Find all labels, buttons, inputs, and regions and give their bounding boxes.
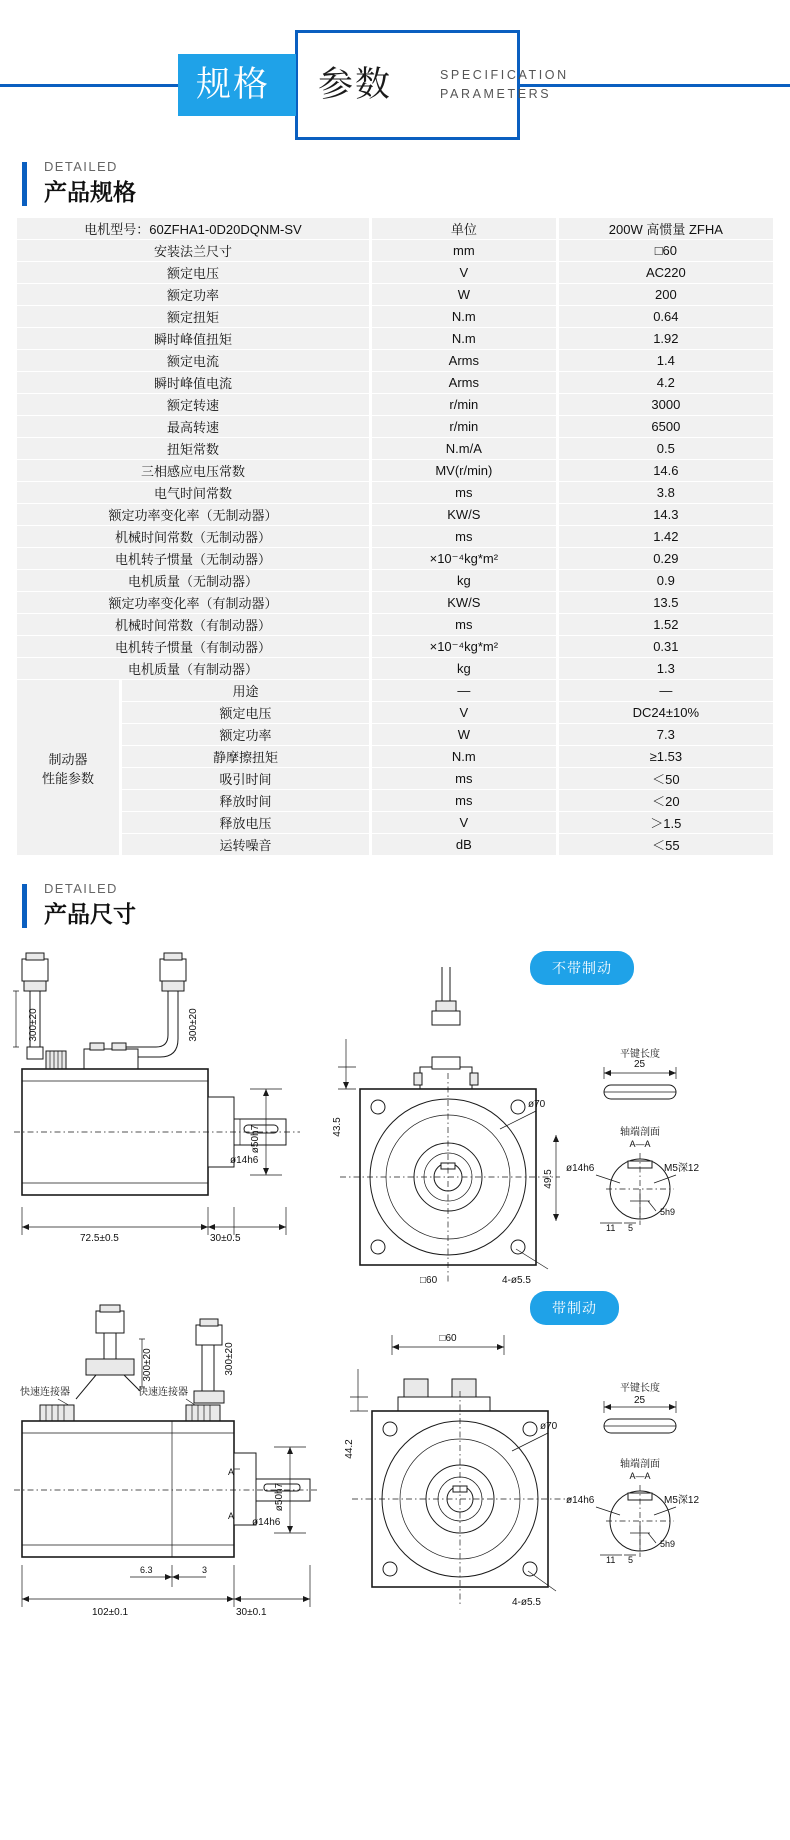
table-row bbox=[17, 284, 773, 305]
label-brake-shaft-dia: ø14h6 bbox=[252, 1517, 281, 1528]
label-dia70: ø70 bbox=[528, 1099, 546, 1110]
label-keyway-h9: 5h9 bbox=[660, 1207, 676, 1217]
label-lead-length-1: 300±20 bbox=[28, 1008, 39, 1042]
label-body-length: 72.5±0.5 bbox=[80, 1233, 119, 1244]
row-unit: r/min bbox=[372, 416, 556, 437]
row-unit: mm bbox=[372, 240, 556, 261]
label-section-mark-a2: A bbox=[228, 1511, 235, 1521]
label-brake-square-60: □60 bbox=[439, 1333, 457, 1344]
table-row bbox=[17, 416, 773, 437]
table-row-brake bbox=[17, 812, 773, 833]
label-section-title: 轴端剖面 bbox=[620, 1127, 660, 1138]
label-section-mark-a: A bbox=[228, 1467, 235, 1477]
row-unit: Arms bbox=[372, 372, 556, 393]
row-value: ＞1.5 bbox=[559, 812, 773, 833]
row-value: 13.5 bbox=[559, 592, 773, 613]
row-unit: dB bbox=[372, 834, 556, 855]
row-name: 电机转子惯量（无制动器） bbox=[17, 548, 369, 569]
label-front-height: 43.5 bbox=[332, 1117, 343, 1137]
row-name: 机械时间常数（有制动器） bbox=[17, 614, 369, 635]
row-unit: W bbox=[372, 284, 556, 305]
row-name: 额定转速 bbox=[17, 394, 369, 415]
badge-no-brake: 不带制动 bbox=[530, 951, 634, 985]
specification-table-wrapper bbox=[0, 217, 790, 856]
dimension-drawing-canvas bbox=[0, 939, 790, 1629]
table-row bbox=[17, 504, 773, 525]
brake-group-label-line1: 制动器 bbox=[48, 751, 88, 767]
row-name: 吸引时间 bbox=[122, 768, 369, 789]
row-name: 扭矩常数 bbox=[17, 438, 369, 459]
table-row bbox=[17, 526, 773, 547]
spec-sheet-page bbox=[0, 10, 790, 1629]
row-unit: ×10⁻⁴kg*m² bbox=[372, 548, 556, 569]
row-name: 运转噪音 bbox=[122, 834, 369, 855]
label-brake-keyway-h9: 5h9 bbox=[660, 1539, 676, 1549]
row-unit: N.m bbox=[372, 306, 556, 327]
table-row bbox=[17, 592, 773, 613]
row-unit: KW/S bbox=[372, 504, 556, 525]
banner-title-cn-right: 参数 bbox=[318, 65, 393, 104]
banner-title-cn-left: 规格 bbox=[196, 65, 271, 104]
header-unit: 单位 bbox=[372, 218, 556, 239]
label-section-sub: A—A bbox=[629, 1139, 651, 1149]
drawing-brake-key-detail bbox=[566, 1381, 699, 1565]
row-unit: N.m bbox=[372, 328, 556, 349]
row-unit: ms bbox=[372, 526, 556, 547]
header-value: 200W 高惯量 ZFHA bbox=[559, 218, 773, 239]
row-value: 14.6 bbox=[559, 460, 773, 481]
row-value: ≥1.53 bbox=[559, 746, 773, 767]
row-name: 最高转速 bbox=[17, 416, 369, 437]
label-brake-body-length: 102±0.1 bbox=[92, 1607, 129, 1618]
label-brake-front-height: 44.2 bbox=[344, 1439, 355, 1459]
row-name: 额定功率变化率（有制动器） bbox=[17, 592, 369, 613]
row-unit: ms bbox=[372, 482, 556, 503]
row-name: 电机质量（有制动器） bbox=[17, 658, 369, 679]
drawing-nobrake-side-view bbox=[13, 953, 300, 1244]
row-value: 7.3 bbox=[559, 724, 773, 745]
label-connector-left: 快速连接器 bbox=[20, 1387, 70, 1398]
drawing-brake-side-view bbox=[14, 1305, 320, 1618]
row-name: 额定功率变化率（无制动器） bbox=[17, 504, 369, 525]
table-header-row bbox=[17, 218, 773, 239]
row-value: AC220 bbox=[559, 262, 773, 283]
label-key-length: 25 bbox=[634, 1059, 646, 1070]
label-dim-495: 49.5 bbox=[543, 1169, 554, 1189]
banner-title-en-line2: PARAMETERS bbox=[440, 87, 552, 101]
label-brake-thread: M5深12 bbox=[664, 1495, 700, 1506]
table-row bbox=[17, 614, 773, 635]
table-row-brake bbox=[17, 834, 773, 855]
table-row-brake bbox=[17, 702, 773, 723]
label-key-title: 平键长度 bbox=[620, 1049, 660, 1060]
row-name: 电机转子惯量（有制动器） bbox=[17, 636, 369, 657]
row-name: 电气时间常数 bbox=[17, 482, 369, 503]
row-value: DC24±10% bbox=[559, 702, 773, 723]
row-value: 14.3 bbox=[559, 504, 773, 525]
row-unit: W bbox=[372, 724, 556, 745]
row-unit: ×10⁻⁴kg*m² bbox=[372, 636, 556, 657]
table-row bbox=[17, 372, 773, 393]
label-dim-3: 3 bbox=[202, 1565, 208, 1575]
table-row bbox=[17, 306, 773, 327]
label-shaft-dia-detail: ø14h6 bbox=[566, 1163, 595, 1174]
row-name: 瞬时峰值电流 bbox=[17, 372, 369, 393]
row-value: ＜55 bbox=[559, 834, 773, 855]
table-row bbox=[17, 438, 773, 459]
section-subtitle-en: DETAILED bbox=[44, 881, 118, 896]
row-name: 额定电流 bbox=[17, 350, 369, 371]
row-name: 额定电压 bbox=[122, 702, 369, 723]
row-unit: N.m/A bbox=[372, 438, 556, 459]
row-unit: kg bbox=[372, 570, 556, 591]
row-name: 释放时间 bbox=[122, 790, 369, 811]
row-value: ＜50 bbox=[559, 768, 773, 789]
label-brake-lead-2: 300±20 bbox=[224, 1342, 235, 1376]
label-brake-key-length: 25 bbox=[634, 1395, 646, 1406]
badge-with-brake: 带制动 bbox=[530, 1291, 619, 1325]
table-row bbox=[17, 482, 773, 503]
label-mounting-holes: 4-ø5.5 bbox=[502, 1275, 531, 1286]
table-row bbox=[17, 262, 773, 283]
row-unit: — bbox=[372, 680, 556, 701]
row-name: 额定扭矩 bbox=[17, 306, 369, 327]
label-brake-dim-5: 5 bbox=[628, 1555, 634, 1565]
row-name: 额定功率 bbox=[17, 284, 369, 305]
banner-title-en-line1: SPECIFICATION bbox=[440, 68, 569, 82]
label-brake-dia70: ø70 bbox=[540, 1421, 558, 1432]
row-unit: ms bbox=[372, 614, 556, 635]
table-row-brake bbox=[17, 768, 773, 789]
row-name: 释放电压 bbox=[122, 812, 369, 833]
page-banner bbox=[0, 10, 790, 158]
table-row bbox=[17, 350, 773, 371]
row-unit: V bbox=[372, 262, 556, 283]
label-dim-63: 6.3 bbox=[140, 1565, 153, 1575]
table-row bbox=[17, 636, 773, 657]
specification-table bbox=[14, 217, 776, 856]
label-lead-length-2: 300±20 bbox=[188, 1008, 199, 1042]
table-row bbox=[17, 460, 773, 481]
section-header-dimensions bbox=[22, 880, 790, 929]
table-row-brake bbox=[17, 746, 773, 767]
label-connector-right: 快速连接器 bbox=[138, 1387, 188, 1398]
table-row bbox=[17, 394, 773, 415]
row-unit: MV(r/min) bbox=[372, 460, 556, 481]
label-brake-flange-dia: ø50h7 bbox=[274, 1482, 285, 1512]
label-brake-holes: 4-ø5.5 bbox=[512, 1597, 541, 1608]
label-brake-lead-1: 300±20 bbox=[142, 1348, 153, 1382]
row-value: 1.4 bbox=[559, 350, 773, 371]
label-dim-11: 11 bbox=[606, 1223, 616, 1233]
table-row bbox=[17, 240, 773, 261]
row-name: 三相感应电压常数 bbox=[17, 460, 369, 481]
row-unit: Arms bbox=[372, 350, 556, 371]
table-row bbox=[17, 328, 773, 349]
label-brake-key-title: 平键长度 bbox=[620, 1383, 660, 1394]
row-value: 3.8 bbox=[559, 482, 773, 503]
dimension-drawings bbox=[0, 939, 790, 1629]
label-brake-shaft-dia-detail: ø14h6 bbox=[566, 1495, 595, 1506]
row-value: 1.92 bbox=[559, 328, 773, 349]
row-name: 瞬时峰值扭矩 bbox=[17, 328, 369, 349]
row-name: 安装法兰尺寸 bbox=[17, 240, 369, 261]
row-value: □60 bbox=[559, 240, 773, 261]
drawing-brake-front-view bbox=[344, 1333, 572, 1608]
row-name: 用途 bbox=[122, 680, 369, 701]
row-name: 机械时间常数（无制动器） bbox=[17, 526, 369, 547]
table-row-brake bbox=[17, 724, 773, 745]
banner-title-en bbox=[440, 66, 569, 104]
drawing-nobrake-key-detail bbox=[566, 1047, 699, 1233]
row-value: 3000 bbox=[559, 394, 773, 415]
label-thread: M5深12 bbox=[664, 1163, 700, 1174]
label-square-60: □60 bbox=[420, 1275, 438, 1286]
row-name: 电机质量（无制动器） bbox=[17, 570, 369, 591]
label-dim-5: 5 bbox=[628, 1223, 634, 1233]
row-unit: N.m bbox=[372, 746, 556, 767]
label-brake-dim-11: 11 bbox=[606, 1555, 616, 1565]
section-header-specifications bbox=[22, 158, 790, 207]
row-unit: kg bbox=[372, 658, 556, 679]
label-shaft-diameter: ø14h6 bbox=[230, 1155, 259, 1166]
row-value: 0.64 bbox=[559, 306, 773, 327]
label-flange-diameter: ø50h7 bbox=[250, 1124, 261, 1154]
row-unit: V bbox=[372, 702, 556, 723]
row-unit: V bbox=[372, 812, 556, 833]
table-row bbox=[17, 570, 773, 591]
row-value: 0.29 bbox=[559, 548, 773, 569]
row-value: 1.52 bbox=[559, 614, 773, 635]
label-brake-section-title: 轴端剖面 bbox=[620, 1459, 660, 1470]
label-brake-section-sub: A—A bbox=[629, 1471, 651, 1481]
drawing-nobrake-front-view bbox=[332, 967, 560, 1286]
row-value: 200 bbox=[559, 284, 773, 305]
row-name: 额定电压 bbox=[17, 262, 369, 283]
row-unit: ms bbox=[372, 768, 556, 789]
table-row bbox=[17, 548, 773, 569]
row-unit: KW/S bbox=[372, 592, 556, 613]
label-shaft-length: 30±0.5 bbox=[210, 1233, 241, 1244]
section-subtitle-en: DETAILED bbox=[44, 159, 118, 174]
row-name: 静摩擦扭矩 bbox=[122, 746, 369, 767]
table-row-brake bbox=[17, 680, 773, 701]
row-unit: r/min bbox=[372, 394, 556, 415]
row-value: 6500 bbox=[559, 416, 773, 437]
row-value: 0.31 bbox=[559, 636, 773, 657]
label-brake-shaft-length: 30±0.1 bbox=[236, 1607, 267, 1618]
table-row bbox=[17, 658, 773, 679]
section-title-cn: 产品规格 bbox=[44, 179, 136, 205]
brake-group-label bbox=[17, 680, 119, 855]
row-value: 4.2 bbox=[559, 372, 773, 393]
table-row-brake bbox=[17, 790, 773, 811]
section-accent-bar bbox=[22, 884, 27, 928]
row-value: 0.9 bbox=[559, 570, 773, 591]
header-model: 电机型号：60ZFHA1-0D20DQNM-SV bbox=[17, 218, 369, 239]
row-value: 0.5 bbox=[559, 438, 773, 459]
section-title-cn: 产品尺寸 bbox=[44, 901, 136, 927]
row-unit: ms bbox=[372, 790, 556, 811]
row-value: 1.3 bbox=[559, 658, 773, 679]
row-name: 额定功率 bbox=[122, 724, 369, 745]
row-value: 1.42 bbox=[559, 526, 773, 547]
brake-group-label-line2: 性能参数 bbox=[42, 770, 95, 786]
row-value: ＜20 bbox=[559, 790, 773, 811]
row-value: — bbox=[559, 680, 773, 701]
section-accent-bar bbox=[22, 162, 27, 206]
